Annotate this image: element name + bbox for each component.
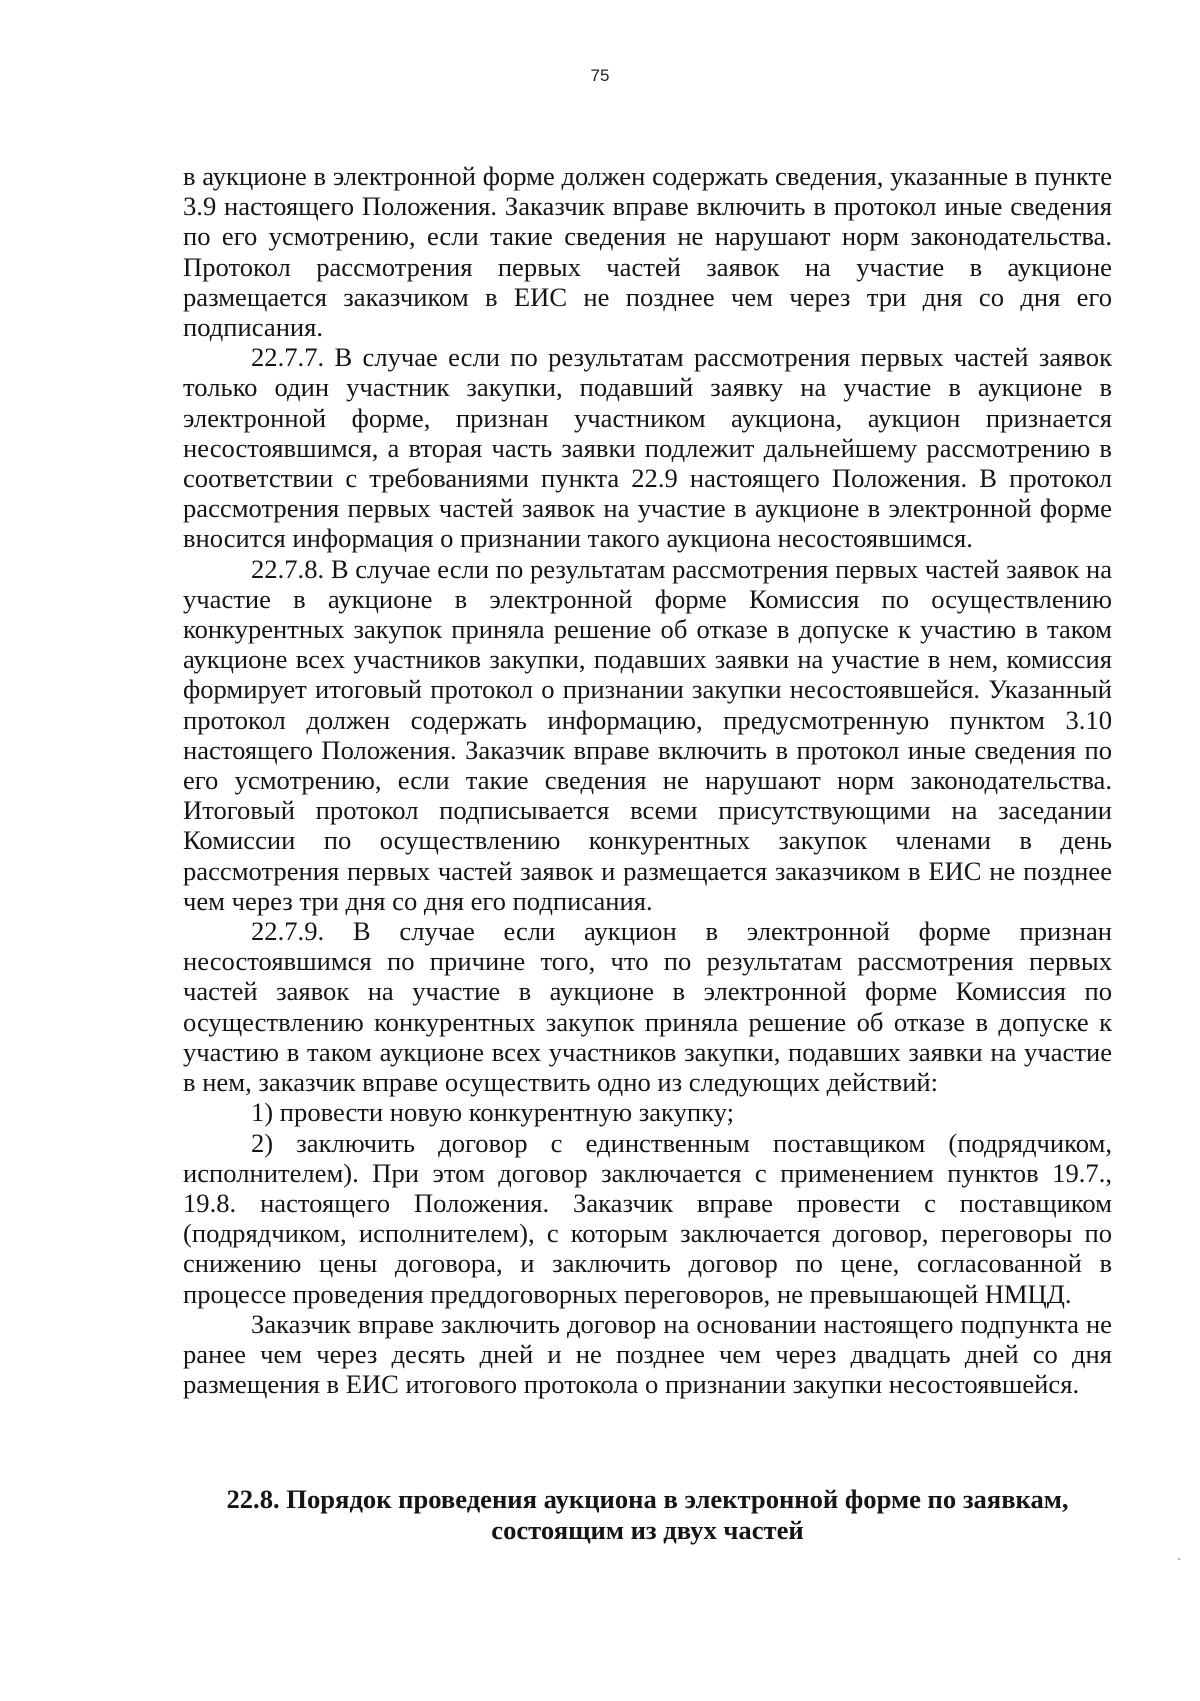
page-number: 75 <box>590 66 610 85</box>
paragraph-22-7-9: 22.7.9. В случае если аукцион в электронной форме признан несостоявшимся по причине того, что по результатам рассмотрения первых частей заявок на участие в аукционе в электронной форме Комиссия по осуществлению конкурентных закупок приняла решение об отказе в допуске к участию в таком аукционе всех участников закупки, подавших заявки на участие в нем, заказчик вправе осуществить одно из следующих действий: <box>183 916 1112 1098</box>
paragraph-closing: Заказчик вправе заключить договор на основании настоящего подпункта не ранее чем через десять дней и не позднее чем через двадцать дней со дня размещения в ЕИС итогового протокола о признании закупки несостоявшейся. <box>183 1308 1112 1400</box>
list-item-2: 2) заключить договор с единственным поставщиком (подрядчиком, исполнителем). При этом договор заключается с применением пунктов 19.7., 19.8. настоящего Положения. Заказчик вправе провести с поставщиком (подрядчиком, исполнителем), с которым заключается договор, переговоры по снижению цены договора, и заключить договор по цене, согласованной в процессе проведения преддоговорных переговоров, не превышающей НМЦД. <box>183 1127 1112 1309</box>
section-heading-22-8 <box>183 1484 1112 1545</box>
paragraph-22-7-8: 22.7.8. В случае если по результатам рассмотрения первых частей заявок на участие в аукционе в электронной форме Комиссия по осуществлению конкурентных закупок приняла решение об отказе в допуске к участию в таком аукционе всех участников закупки, подавших заявки на участие в нем, комиссия формирует итоговый протокол о признании закупки несостоявшейся. Указанный протокол должен содержать информацию, предусмотренную пунктом 3.10 настоящего Положения. Заказчик вправе включить в протокол иные сведения по его усмотрению, если такие сведения не нарушают норм законодательства. Итоговый протокол подписывается всеми присутствующими на заседании Комиссии по осуществлению конкурентных закупок членами в день рассмотрения первых частей заявок и размещается заказчиком в ЕИС не позднее чем через три дня со дня его подписания. <box>183 553 1112 916</box>
paragraph-continuation: в аукционе в электронной форме должен содержать сведения, указанные в пункте 3.9 настоящего Положения. Заказчик вправе включить в протокол иные сведения по его усмотрению, если такие сведения не нарушают норм законодательства. Протокол рассмотрения первых частей заявок на участие в аукционе размещается заказчиком в ЕИС не позднее чем через три дня со дня его подписания. <box>183 161 1112 343</box>
scan-speck <box>1178 1558 1180 1560</box>
list-item-1: 1) провести новую конкурентную закупку; <box>251 1097 734 1128</box>
section-heading-line-1: 22.8. Порядок проведения аукциона в электронной форме по заявкам, <box>226 1484 1069 1514</box>
section-heading-line-2: состоящим из двух частей <box>491 1514 804 1545</box>
document-body <box>183 161 1112 1399</box>
paragraph-22-7-7: 22.7.7. В случае если по результатам рассмотрения первых частей заявок только один участник закупки, подавший заявку на участие в аукционе в электронной форме, признан участником аукциона, аукцион признается несостоявшимся, а вторая часть заявки подлежит дальнейшему рассмотрению в соответствии с требованиями пункта 22.9 настоящего Положения. В протокол рассмотрения первых частей заявок на участие в аукционе в электронной форме вносится информация о признании такого аукциона несостоявшимся. <box>183 342 1112 554</box>
